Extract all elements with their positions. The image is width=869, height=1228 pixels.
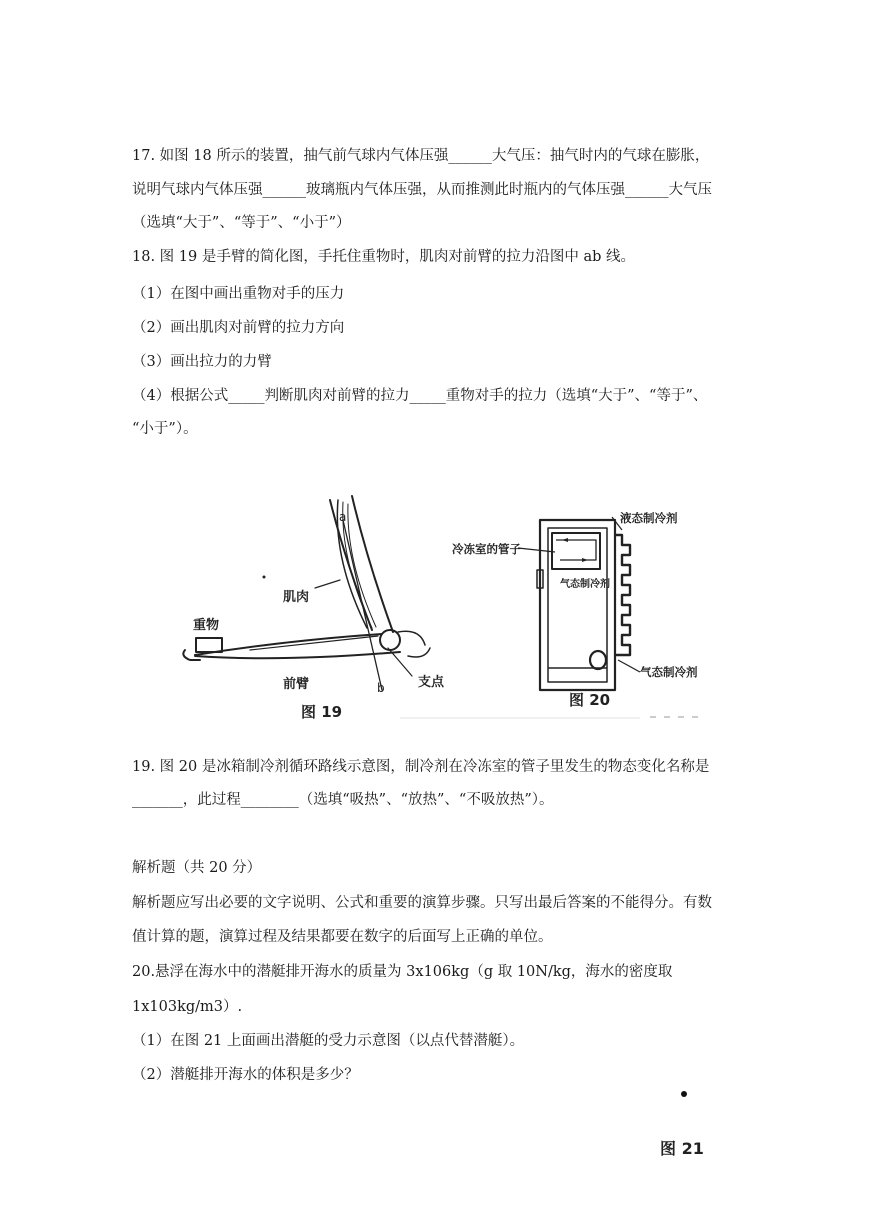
q18-item2: （2）画出肌肉对前臂的拉力方向 — [132, 320, 345, 336]
q20-item2: （2）潜艇排开海水的体积是多少？ — [132, 1067, 359, 1083]
q19-line1: 19. 图 20 是冰箱制冷剂循环路线示意图，制冷剂在冷冻室的管子里发生的物态变化名称是 — [132, 759, 710, 775]
fig19-label-muscle: 肌肉 — [283, 590, 310, 605]
q20-line1: 20.悬浮在海水中的潜艇排开海水的质量为 3x106kg（g 取 10N/kg，海水的密度取 — [132, 964, 673, 980]
fig19-label-weight: 重物 — [193, 618, 220, 633]
fig20-caption: 图 20 — [569, 691, 611, 709]
fig19-label-b: b — [377, 681, 385, 695]
q18-item4-line2: “小于”）。 — [132, 421, 198, 437]
fig19-label-forearm: 前臂 — [283, 677, 310, 692]
q20-item1: （1）在图 21 上面画出潜艇的受力示意图（以点代替潜艇）。 — [132, 1033, 525, 1049]
fig19-caption: 图 19 — [301, 703, 343, 721]
fig20-label-pipe: 冷冻室的管子 — [452, 542, 521, 556]
section-title: 解析题（共 20 分） — [132, 860, 262, 876]
q18-line1: 18. 图 19 是手臂的简化图，手托住重物时，肌肉对前臂的拉力沿图中 ab 线。 — [132, 249, 635, 265]
fig19-label-a: a — [339, 510, 347, 524]
q20-line2: 1x103kg/m3）. — [132, 999, 243, 1015]
fig20-label-gas-outer: 气态制冷剂 — [640, 665, 698, 679]
q17-line2: 说明气球内气体压强______玻璃瓶内气体压强，从而推测此时瓶内的气体压强______大气压 — [132, 182, 712, 198]
fig19-label-fulcrum: 支点 — [418, 675, 445, 690]
fig21-caption: 图 21 — [660, 1139, 704, 1158]
fig20-label-liquid: 液态制冷剂 — [620, 511, 678, 525]
q18-item1: （1）在图中画出重物对手的压力 — [132, 286, 345, 302]
fig20-label-gas-inner: 气态制冷剂 — [560, 579, 610, 590]
section-instr2: 值计算的题，演算过程及结果都要在数字的后面写上正确的单位。 — [132, 929, 553, 945]
q18-item4-line1: （4）根据公式_____判断肌肉对前臂的拉力_____重物对手的拉力（选填“大于”、“等于”、 — [132, 388, 708, 404]
section-instr1: 解析题应写出必要的文字说明、公式和重要的演算步骤。只写出最后答案的不能得分。有数 — [132, 895, 712, 911]
q17-line3: （选填“大于”、“等于”、“小于”） — [132, 215, 351, 231]
q19-line2: _______，此过程________（选填“吸热”、“放热”、“不吸放热”）。 — [132, 792, 554, 808]
q17-line1: 17. 如图 18 所示的装置，抽气前气球内气体压强______大气压：抽气时内的气球在膨胀， — [132, 148, 710, 164]
figure-21-point — [681, 1091, 687, 1097]
q18-item3: （3）画出拉力的力臂 — [132, 354, 272, 370]
